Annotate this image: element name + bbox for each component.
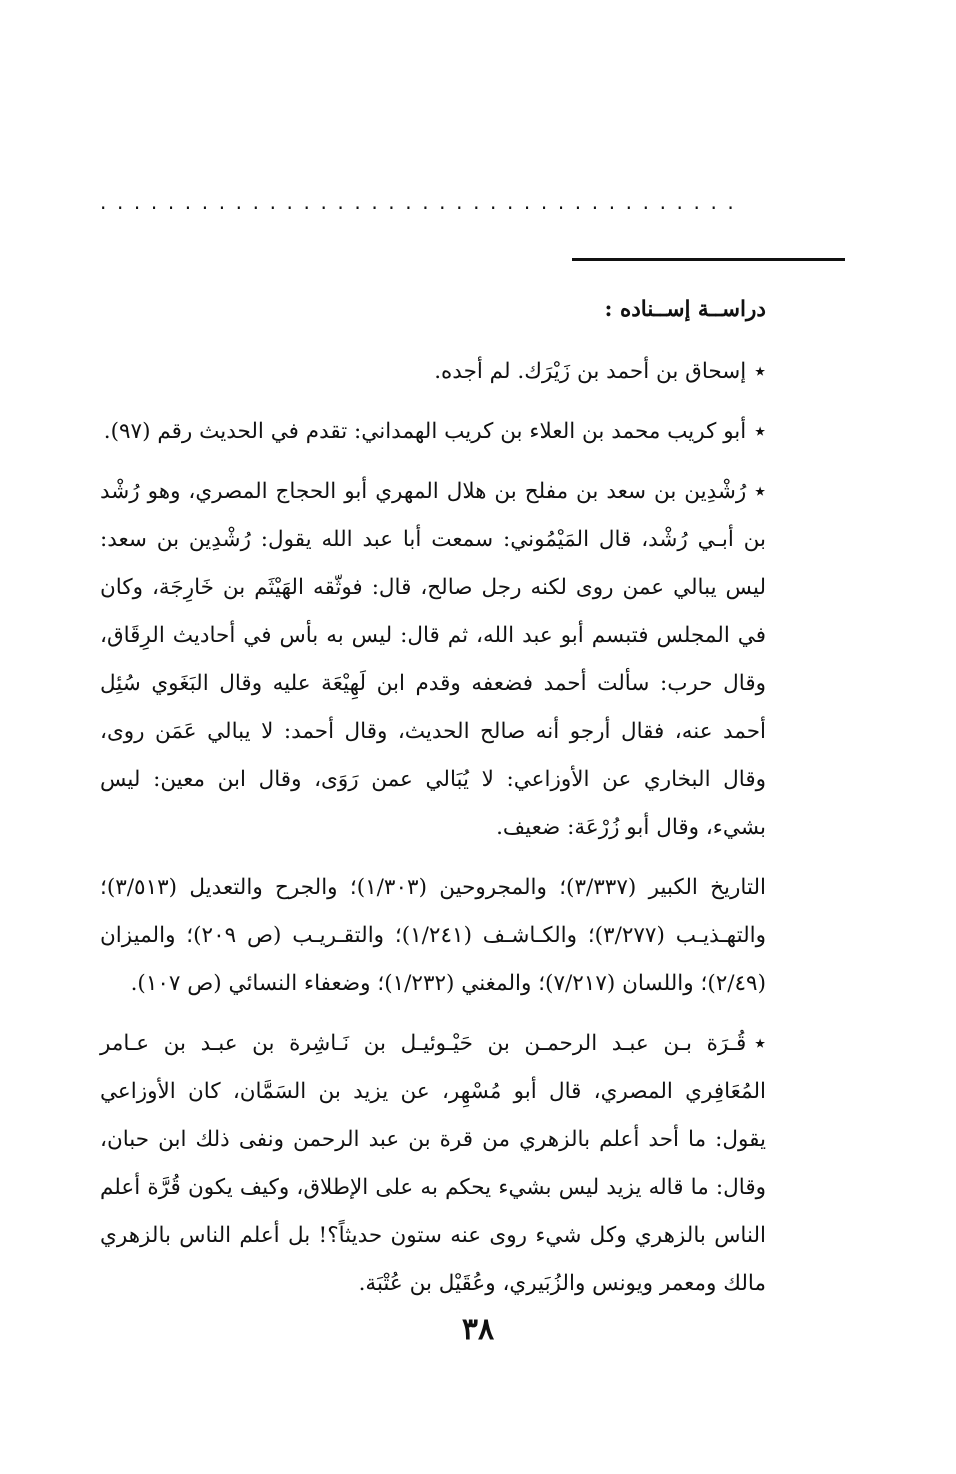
paragraph-qurra [100, 1020, 766, 1308]
paragraph-abu-kurayb [100, 408, 766, 456]
dotted-separator: ...................................... [100, 192, 745, 212]
asterisk-bullet-icon: ٭ [754, 479, 766, 504]
page-body [100, 286, 766, 1320]
paragraph-references: التاريخ الكبير (٣/٣٣٧)؛ والمجروحين (١/٣٠٣)؛ والجرح والتعديل (٣/٥١٣)؛ والتهـذيـب (٣/٢٧٧)؛ والكـاشـف (١/٢٤١)؛ والتقـريـب (ص ٢٠٩)؛ والميزان (٢/٤٩)؛ واللسان (٧/٢١٧)؛ والمغني (١/٢٣٢)؛ وضعفاء النسائي (ص ١٠٧). [100, 875, 766, 996]
paragraph-rishdin [100, 468, 766, 852]
asterisk-bullet-icon: ٭ [754, 359, 766, 384]
paragraph-text: إسحاق بن أحمد بن زَيْرَك. لم أجده. [434, 359, 747, 384]
paragraph-text: رُشْدِين بن سعد بن مفلح بن هلال المهري أبو الحجاج المصري، وهو رُشْد بن أبـي رُشْد، قال المَيْمُوني: سمعت أبا عبد الله يقول: رُشْدِين بن سعد: ليس يبالي عمن روى لكنه رجل صالح، قال: فوثّقه الهَيْثَم بن خَارِجَة، وكان في المجلس فتبسم أبو عبد الله، ثم قال: ليس به بأس في أحاديث الرِقَاق، وقال حرب: سألت أحمد فضعفه وقدم ابن لَهِيْعَة عليه وقال البَغَوي سُئِل أحمد عنه، فقال أرجو أنه صالح الحديث، وقال أحمد: لا يبالي عَمَن روى، وقال البخاري عن الأوزاعي: لا يُبَالي عمن رَوَى، وقال ابن معين: ليس بشيء، وقال أبو زُرْعَة: ضعيف. [100, 479, 766, 840]
asterisk-bullet-icon: ٭ [754, 419, 766, 444]
section-heading: دراســة إســناده : [604, 297, 766, 322]
paragraph-text: أبو كريب محمد بن العلاء بن كريب الهمداني: تقدم في الحديث رقم (٩٧). [103, 419, 747, 444]
footnote-rule [572, 258, 845, 261]
paragraph-text: قُـرَة بـن عبـد الرحمـن بن حَيْـوئيـل بن نَـاشِرة بن عبـد بن عـامر المُعَافِري المصري، قال أبو مُسْهِر، عن يزيد بن السَمَّان، كان الأوزاعي يقول: ما أحد أعلم بالزهري من قرة بن عبد الرحمن ونفى ذلك ابن حبان، وقال: ما قاله يزيد ليس بشيء يحكم به على الإطلاق، وكيف يكون قُرَّة أعلم الناس بالزهري وكل شيء روى عنه ستون حديثاً؟! بل أعلم الناس بالزهري مالك ومعمر ويونس والزُبَيري، وعُقَيْل بن عُتْبَة. [100, 1031, 766, 1296]
page-number: ٣٨ [461, 1312, 495, 1347]
asterisk-bullet-icon: ٭ [754, 1031, 766, 1056]
paragraph-ishaq [100, 348, 766, 396]
